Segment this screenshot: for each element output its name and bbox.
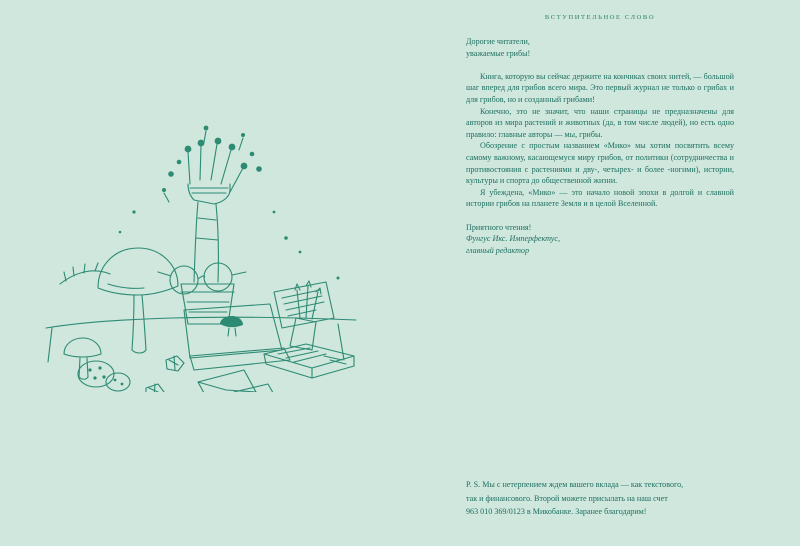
- paragraph-3: Обозрение с простым названием «Мико» мы хотим посвятить всему самому важному, касающемуся миру грибов, от политики (сотрудничества и противостояния с растениями и дву-, четырех- и более -ногими), истории, культуры и спорта до общественной жизни.: [466, 141, 734, 186]
- paragraph-4: Я убеждена, «Мико» — это начало новой эпохи в долгой и славной истории грибов на планете Земля и в целой Вселенной.: [466, 187, 734, 209]
- postscript-line-1: P. S. Мы с нетерпением ждем вашего вклада — как текстового,: [466, 480, 684, 490]
- paragraph-2: Конечно, это не значит, что наши страницы не предназначены для авторов из мира растений и животных (да, в том числе людей), но есть одно правило: главные авторы — мы, грибы.: [466, 106, 734, 139]
- crumpled-paper-icon: [146, 356, 184, 392]
- small-mushroom-icon: [64, 338, 101, 379]
- frond-icon: [60, 263, 110, 284]
- closing-line: Приятного чтения!: [466, 222, 532, 232]
- puffball-cluster-icon: [78, 361, 130, 391]
- right-page: [400, 0, 800, 546]
- postscript-block: [466, 478, 738, 518]
- paragraph-1: Книга, которую вы сейчас держите на кончиках своих нитей, — большой шаг вперед для грибов всего мира. Это первый журнал не только о грибах и для грибов, но и созданный грибами!: [466, 71, 734, 104]
- large-mushroom-icon: [98, 248, 178, 353]
- envelope-icon: [198, 370, 276, 392]
- laptop-icon: [184, 304, 290, 370]
- mushroom-desk-still-life-illustration: [38, 92, 368, 392]
- running-head: ВСТУПИТЕЛЬНОЕ СЛОВО: [544, 14, 656, 21]
- notepad-icon: [274, 282, 334, 328]
- signature-role: главный редактор: [466, 245, 530, 255]
- salutation-line-1: Дорогие читатели,: [466, 37, 530, 46]
- postscript-line-3: 963 010 369/0123 в Микобанке. Заранее благодарим!: [466, 506, 647, 516]
- postscript-line-2: так и финансового. Второй можете присылать на наш счет: [466, 493, 668, 503]
- editorial-body-text: [466, 36, 734, 256]
- salutation-line-2: уважаемые грибы!: [466, 48, 531, 58]
- skeleton-hand-fungus-icon: [162, 126, 262, 282]
- signature-name: Фунгус Икс. Имперфектус,: [466, 234, 561, 244]
- pencil-cup-icon: [290, 281, 321, 350]
